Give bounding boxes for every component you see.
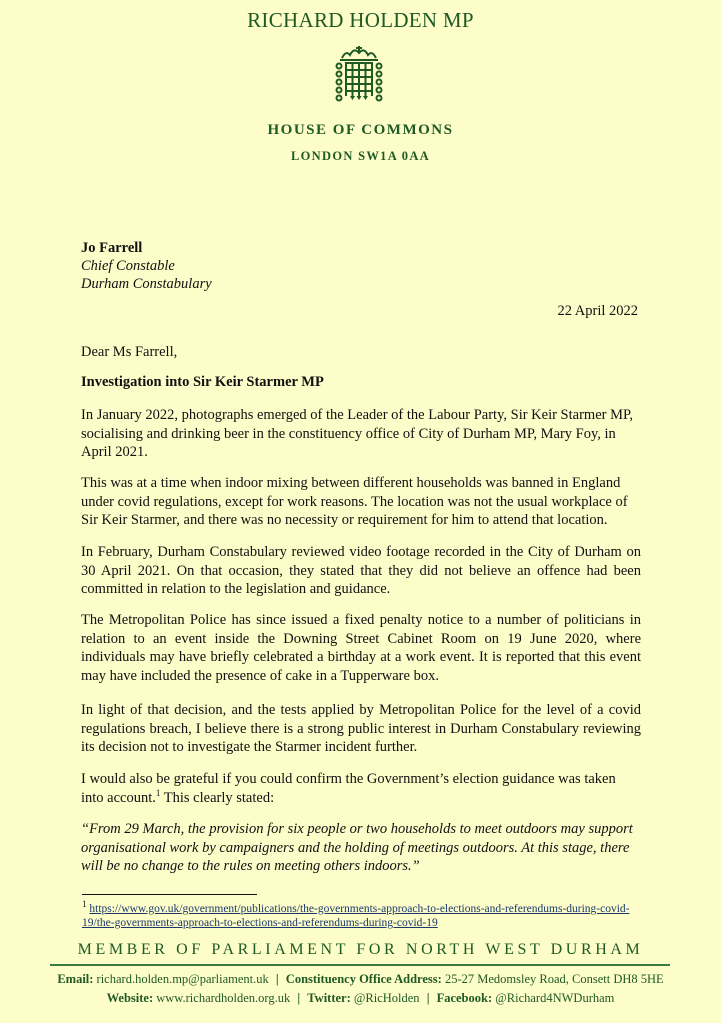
- letterhead-address: LONDON SW1A 0AA: [291, 149, 430, 163]
- paragraph-2: This was at a time when indoor mixing between different households was banned in England under covid regulations, except for work reasons. The location was not the usual workplace of Sir Keir Starmer, and there was no necessity or requirement for him to attend that location.: [81, 475, 628, 529]
- paragraph-5: In light of that decision, and the tests applied by Metropolitan Police for the level of a covid regulations breach, I believe there is a strong public interest in Durham Constabulary reviewing its decision not to investigate the Starmer incident further.: [81, 702, 641, 756]
- footnote: [82, 899, 652, 930]
- email-link[interactable]: richard.holden.mp@parliament.uk: [96, 972, 269, 986]
- recipient-name: Jo Farrell: [81, 240, 143, 256]
- website-link[interactable]: www.richardholden.org.uk: [156, 991, 291, 1005]
- guidance-text: I would also be grateful if you could confirm the Government’s election guidance was taken into account.: [81, 771, 616, 806]
- footnote-link[interactable]: https://www.gov.uk/government/publications/the-governments-approach-to-elections-and-referendums-during-covid-19/the-governments-approach-to-elections-and-referendums-during-covid-19: [82, 903, 630, 929]
- recipient-title: Chief Constable: [81, 258, 175, 274]
- paragraph-4: The Metropolitan Police has since issued a fixed penalty notice to a number of politicians in relation to an event inside the Downing Street Cabinet Room on 19 June 2020, where individuals may have briefly celebrated a birthday at a work event. It is reported that this event may have included the presence of cake in a Tupperware box.: [81, 612, 641, 684]
- office-address: 25-27 Medomsley Road, Consett DH8 5HE: [444, 972, 664, 986]
- footer-contact-line-2: [0, 991, 721, 1006]
- footer-divider: [50, 964, 670, 966]
- guidance-text-after: This clearly stated:: [160, 789, 275, 806]
- paragraph-guidance: [81, 770, 641, 807]
- separator: |: [297, 991, 301, 1005]
- twitter-label: Twitter:: [307, 991, 351, 1005]
- footer-constituency: MEMBER OF PARLIAMENT FOR NORTH WEST DURHAM: [77, 941, 644, 958]
- email-label: Email:: [57, 972, 94, 986]
- twitter-handle[interactable]: @RicHolden: [353, 991, 420, 1005]
- subject-heading: Investigation into Sir Keir Starmer MP: [81, 374, 324, 390]
- guidance-quote: “From 29 March, the provision for six people or two households to meet outdoors may support organisational work by campaigners and the holding of meetings outdoors. At this stage, there will be no change to the rules on meeting others indoors.”: [81, 821, 633, 875]
- footnote-number: 1: [82, 899, 87, 910]
- separator: |: [426, 991, 430, 1005]
- footnote-divider: [82, 894, 257, 895]
- facebook-label: Facebook:: [436, 991, 493, 1005]
- paragraph-3: In February, Durham Constabulary reviewed video footage recorded in the City of Durham on 30 April 2021. On that occasion, they stated that they did not believe an offence had been committed in relation to the legislation and guidance.: [81, 544, 641, 598]
- letterhead-mp-name: RICHARD HOLDEN MP: [247, 8, 474, 32]
- separator: |: [275, 972, 279, 986]
- facebook-handle[interactable]: @Richard4NWDurham: [495, 991, 615, 1005]
- portcullis-icon: [334, 44, 384, 102]
- website-label: Website:: [106, 991, 154, 1005]
- recipient-block: [81, 239, 212, 293]
- recipient-organisation: Durham Constabulary: [81, 276, 212, 292]
- salutation: Dear Ms Farrell,: [81, 344, 178, 360]
- paragraph-1: In January 2022, photographs emerged of the Leader of the Labour Party, Sir Keir Starmer MP, socialising and drinking beer in the constituency office of City of Durham MP, Mary Foy, in April 2021.: [81, 407, 634, 461]
- footer-contact-line-1: [0, 972, 721, 987]
- office-address-label: Constituency Office Address:: [285, 972, 442, 986]
- footnote-reference[interactable]: 1: [155, 787, 161, 798]
- letterhead-house: HOUSE OF COMMONS: [267, 122, 454, 138]
- letter-date: 22 April 2022: [557, 303, 638, 319]
